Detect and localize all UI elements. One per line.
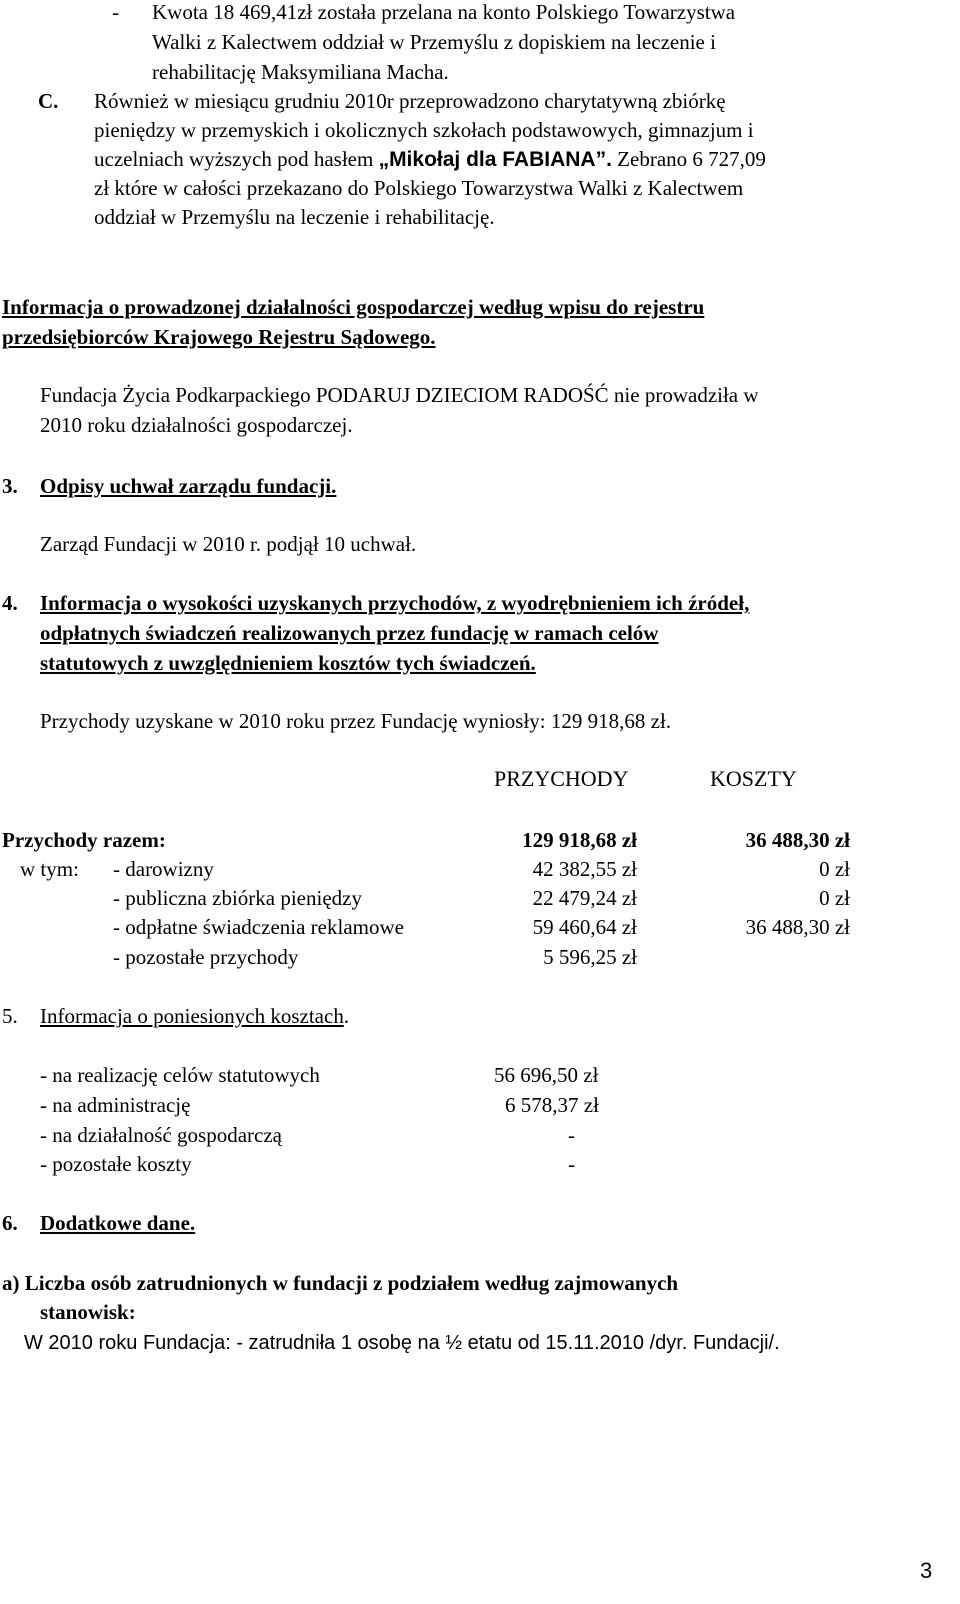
in-which-label: w tym: xyxy=(20,857,79,881)
section-5-heading-text: Informacja o poniesionych kosztach xyxy=(40,1004,344,1028)
section-4-heading-line-1: Informacja o wysokości uzyskanych przychodów, z wyodrębnieniem ich źródeł, xyxy=(40,591,750,615)
income-total-value: 129 918,68 zł xyxy=(522,828,637,852)
c-label: C. xyxy=(38,89,59,113)
c-line-3-post: Zebrano 6 727,09 xyxy=(611,147,766,171)
section-3-number: 3. xyxy=(2,474,18,498)
income-row-value: 59 460,64 zł xyxy=(532,915,637,939)
section-6-number: 6. xyxy=(2,1211,18,1235)
section-5-heading-dot: . xyxy=(343,1004,350,1028)
income-row-label: - darowizny xyxy=(113,857,214,881)
c-line-4: zł które w całości przekazano do Polskiego Towarzystwa Walki z Kalectwem xyxy=(94,176,744,200)
section-3-text: Zarząd Fundacji w 2010 r. podjął 10 uchwał. xyxy=(40,532,417,556)
income-row-value: 42 382,55 zł xyxy=(532,857,637,881)
section-6-heading: Dodatkowe dane. xyxy=(40,1211,196,1235)
cost-row-label: - pozostałe koszty xyxy=(40,1152,192,1176)
cost-row-value: - xyxy=(568,1123,575,1147)
income-row-label: - odpłatne świadczenia reklamowe xyxy=(113,915,404,939)
cost-row-value: 56 696,50 zł xyxy=(494,1063,599,1087)
registry-text-line-1: Fundacja Życia Podkarpackiego PODARUJ DZIECIOM RADOŚĆ nie prowadziła w xyxy=(40,383,759,407)
employment-heading-line-2: stanowisk: xyxy=(40,1300,136,1324)
c-line-2: pieniędzy w przemyskich i okolicznych szkołach podstawowych, gimnazjum i xyxy=(94,118,754,142)
section-4-heading-line-3: statutowych z uwzględnieniem kosztów tych świadczeń. xyxy=(40,651,536,675)
costs-total-value: 36 488,30 zł xyxy=(745,828,850,852)
cost-row-value: 6 578,37 zł xyxy=(505,1093,599,1117)
cost-row-label: - na realizację celów statutowych xyxy=(40,1063,320,1087)
c-line-1: Również w miesiącu grudniu 2010r przeprowadzono charytatywną zbiórkę xyxy=(94,89,726,113)
employment-text: W 2010 roku Fundacja: - zatrudniła 1 osobę na ½ etatu od 15.11.2010 /dyr. Fundacji/. xyxy=(24,1332,780,1354)
kwota-line-2: Walki z Kalectwem oddział w Przemyślu z dopiskiem na leczenie i xyxy=(152,30,716,54)
section-4-number: 4. xyxy=(2,591,18,615)
section-3-heading: Odpisy uchwał zarządu fundacji. xyxy=(40,474,337,498)
income-row-costs: 0 zł xyxy=(819,886,850,910)
section-5-number: 5. xyxy=(2,1004,18,1028)
income-row-costs: 0 zł xyxy=(819,857,850,881)
cost-row-label: - na działalność gospodarczą xyxy=(40,1123,282,1147)
list-dash: - xyxy=(112,0,119,24)
registry-heading-line-2: przedsiębiorców Krajowego Rejestru Sądowego. xyxy=(2,325,436,349)
campaign-name: „Mikołaj dla FABIANA”. xyxy=(378,148,612,171)
income-row-value: 5 596,25 zł xyxy=(543,945,637,969)
kwota-line-1: Kwota 18 469,41zł została przelana na konto Polskiego Towarzystwa xyxy=(152,0,736,24)
registry-heading-line-1: Informacja o prowadzonej działalności gospodarczej według wpisu do rejestru xyxy=(2,295,705,319)
cost-row-value: - xyxy=(568,1152,575,1176)
income-row-costs: 36 488,30 zł xyxy=(745,915,850,939)
income-row-label: - pozostałe przychody xyxy=(113,945,299,969)
c-line-3 xyxy=(94,144,766,175)
section-4-heading-line-2: odpłatnych świadczeń realizowanych przez fundację w ramach celów xyxy=(40,621,659,645)
c-line-3-pre: uczelniach wyższych pod hasłem xyxy=(94,147,379,171)
page-number: 3 xyxy=(920,1558,933,1583)
column-header-costs: KOSZTY xyxy=(710,766,797,791)
registry-text-line-2: 2010 roku działalności gospodarczej. xyxy=(40,413,353,437)
income-row-label: - publiczna zbiórka pieniędzy xyxy=(113,886,362,910)
kwota-line-3: rehabilitację Maksymiliana Macha. xyxy=(152,60,449,84)
income-summary: Przychody uzyskane w 2010 roku przez Fundację wyniosły: 129 918,68 zł. xyxy=(40,709,672,733)
income-total-label: Przychody razem: xyxy=(2,828,166,852)
column-header-income: PRZYCHODY xyxy=(494,766,629,791)
c-line-5: oddział w Przemyślu na leczenie i rehabilitację. xyxy=(94,205,495,229)
cost-row-label: - na administrację xyxy=(40,1093,191,1117)
employment-heading-line-1: a) Liczba osób zatrudnionych w fundacji z podziałem według zajmowanych xyxy=(2,1271,679,1295)
section-5-heading xyxy=(40,1001,349,1031)
income-row-value: 22 479,24 zł xyxy=(532,886,637,910)
